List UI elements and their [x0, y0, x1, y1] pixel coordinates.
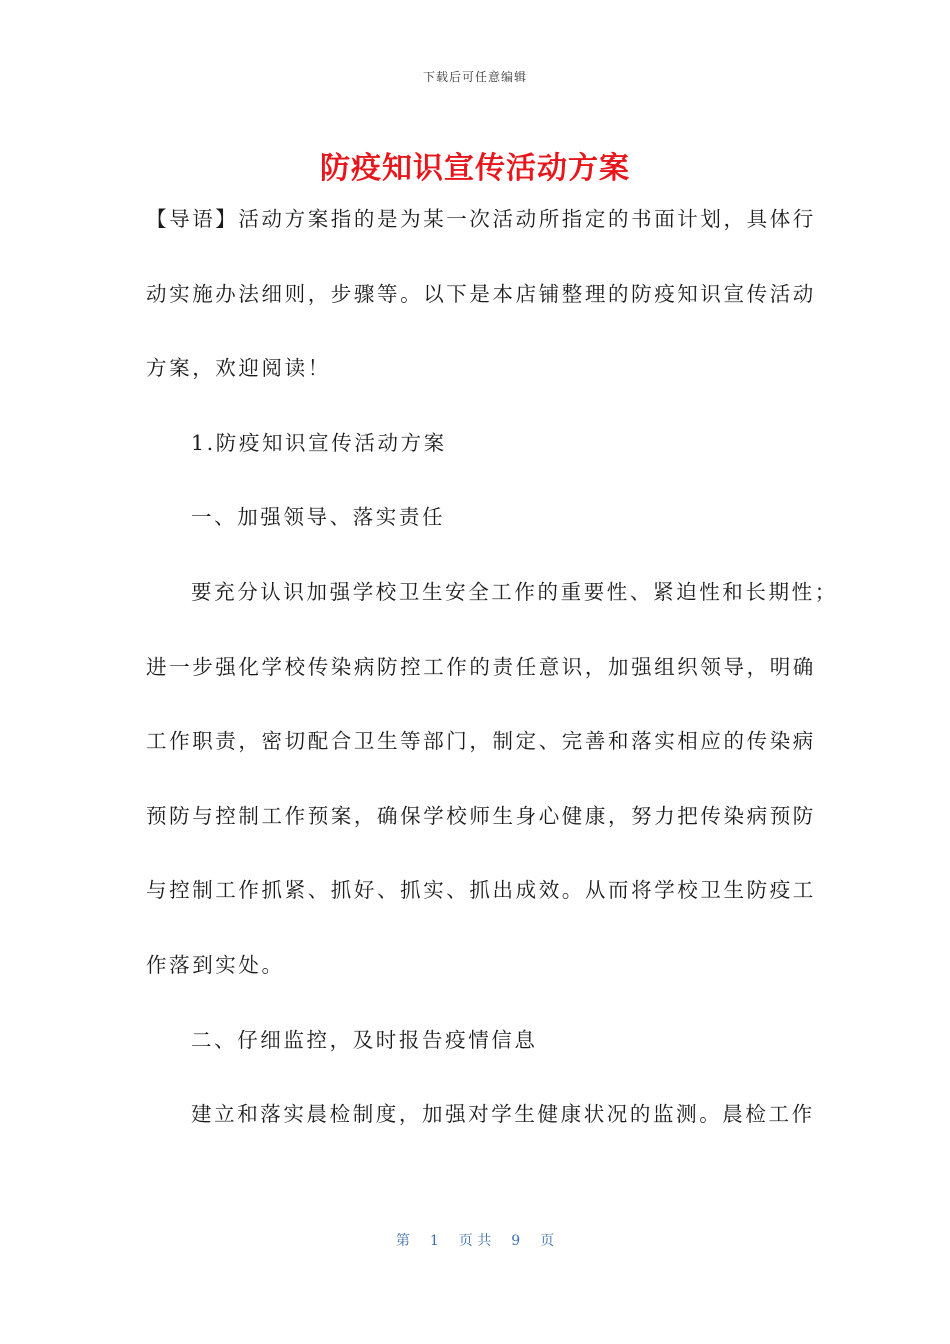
header-note: 下载后可任意编辑	[422, 70, 527, 84]
paragraph-line: 要充分认识加强学校卫生安全工作的重要性、紧迫性和长期性；	[191, 579, 838, 604]
page-title: 防疫知识宣传活动方案	[320, 151, 630, 186]
paragraph-line: 方案，欢迎阅读！	[146, 356, 331, 381]
paragraph-line: 作落到实处。	[146, 952, 285, 977]
total-page-count: 9	[511, 1233, 521, 1249]
paragraph-line: 预防与控制工作预案，确保学校师生身心健康，努力把传染病预防	[146, 803, 816, 828]
paragraph-line: 进一步强化学校传染病防控工作的责任意识，加强组织领导，明确	[146, 654, 816, 679]
paragraph-line: 与控制工作抓紧、抓好、抓实、抓出成效。从而将学校卫生防疫工	[146, 878, 816, 903]
page-number-footer	[0, 1230, 950, 1250]
paragraph-line: 二、仔细监控，及时报告疫情信息	[191, 1027, 538, 1052]
paragraph-line: 1.防疫知识宣传活动方案	[191, 430, 447, 455]
paragraph-line: 工作职责，密切配合卫生等部门，制定、完善和落实相应的传染病	[146, 729, 816, 754]
footer-suffix: 页	[540, 1233, 555, 1249]
footer-middle: 页 共	[458, 1233, 492, 1249]
document-body	[146, 182, 838, 1152]
paragraph-line: 一、加强领导、落实责任	[191, 505, 446, 530]
footer-prefix: 第	[395, 1233, 410, 1249]
current-page-number: 1	[429, 1233, 439, 1249]
paragraph-line: 动实施办法细则，步骤等。以下是本店铺整理的防疫知识宣传活动	[146, 281, 816, 306]
paragraph-line: 【导语】活动方案指的是为某一次活动所指定的书面计划，具体行	[146, 207, 816, 231]
paragraph-line: 建立和落实晨检制度，加强对学生健康状况的监测。晨检工作	[191, 1102, 815, 1127]
